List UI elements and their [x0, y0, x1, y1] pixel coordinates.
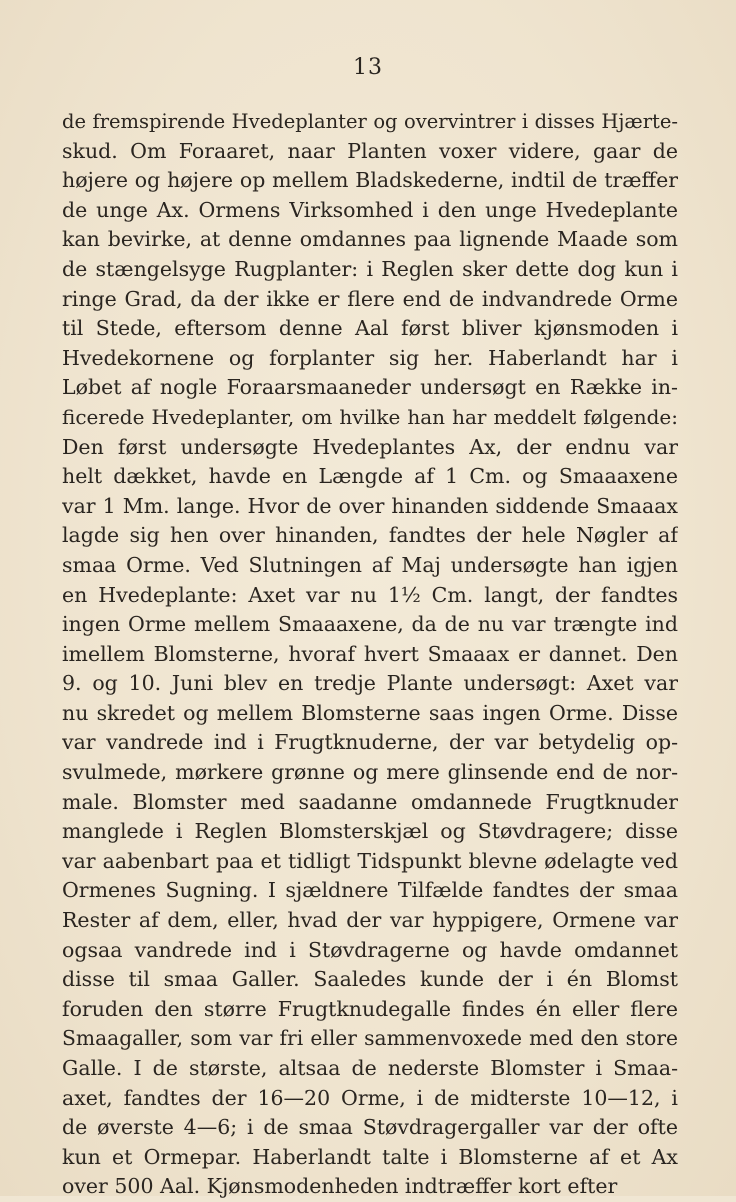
text-line: de øverste 4—6; i de smaa Støvdragergaller var der ofte — [62, 1115, 678, 1140]
text-line: foruden den større Frugtknudegalle findes én eller flere — [62, 996, 678, 1021]
text-line: smaa Orme. Ved Slutningen af Maj undersøgte han igjen — [62, 552, 678, 577]
text-line: Den først undersøgte Hvedeplantes Ax, der endnu var — [62, 434, 678, 459]
text-line: nu skredet og mellem Blomsterne saas ingen Orme. Disse — [62, 700, 678, 725]
text-line: disse til smaa Galler. Saaledes kunde der i én Blomst — [62, 967, 678, 992]
text-line: ficerede Hvedeplanter, om hvilke han har meddelt følgende: — [62, 404, 678, 429]
text-line: de unge Ax. Ormens Virksomhed i den unge Hvedeplante — [62, 197, 678, 222]
text-line: helt dækket, havde en Længde af 1 Cm. og Smaaaxene — [62, 464, 678, 489]
text-line: imellem Blomsterne, hvoraf hvert Smaaax er dannet. Den — [62, 641, 678, 666]
text-line: Galle. I de største, altsaa de nederste Blomster i Smaa- — [62, 1056, 678, 1080]
text-line: axet, fandtes der 16—20 Orme, i de midterste 10—12, i — [62, 1085, 678, 1110]
text-line: de fremspirende Hvedeplanter og overvintrer i disses Hjærte- — [62, 110, 678, 133]
text-line: lagde sig hen over hinanden, fandtes der hele Nøgler af — [62, 523, 678, 548]
page-number: 13 — [353, 55, 383, 80]
body-text — [62, 107, 678, 1202]
text-line: kun et Ormepar. Haberlandt talte i Blomsterne af et Ax — [62, 1144, 678, 1169]
text-line: Løbet af nogle Foraarsmaaneder undersøgt en Række in- — [62, 375, 678, 400]
text-line: over 500 Aal. Kjønsmodenheden indtræffer kort efter — [62, 1174, 618, 1199]
text-line: Ormenes Sugning. I sjældnere Tilfælde fandtes der smaa — [62, 878, 678, 903]
text-line: Hvedekornene og forplanter sig her. Haberlandt har i — [62, 345, 678, 370]
text-line: Rester af dem, eller, hvad der var hyppigere, Ormene var — [62, 908, 678, 933]
text-line: var vandrede ind i Frugtknuderne, der var betydelig op- — [62, 730, 678, 755]
text-line: skud. Om Foraaret, naar Planten voxer videre, gaar de — [62, 138, 678, 163]
text-line: ogsaa vandrede ind i Støvdragerne og havde omdannet — [62, 937, 678, 962]
text-line: svulmede, mørkere grønne og mere glinsende end de nor- — [62, 760, 678, 785]
text-line: Smaagaller, som var fri eller sammenvoxede med den store — [62, 1026, 678, 1051]
text-line: en Hvedeplante: Axet var nu 1½ Cm. langt, der fandtes — [62, 582, 678, 607]
text-line: kan bevirke, at denne omdannes paa lignende Maade som — [62, 227, 678, 252]
text-line: manglede i Reglen Blomsterskjæl og Støvdragere; disse — [62, 819, 678, 844]
text-line: højere og højere op mellem Bladskederne, indtil de træffer — [62, 168, 678, 193]
text-line: var aabenbart paa et tidligt Tidspunkt blevne ødelagte ved — [62, 848, 678, 873]
text-line: de stængelsyge Rugplanter: i Reglen sker dette dog kun i — [62, 256, 678, 281]
text-line: 9. og 10. Juni blev en tredje Plante undersøgt: Axet var — [62, 671, 678, 696]
text-line: ringe Grad, da der ikke er flere end de indvandrede Orme — [62, 286, 678, 311]
text-line: male. Blomster med saadanne omdannede Frugtknuder — [62, 789, 678, 814]
text-line: til Stede, eftersom denne Aal først bliver kjønsmoden i — [62, 316, 678, 341]
text-line: ingen Orme mellem Smaaaxene, da de nu var trængte ind — [62, 612, 678, 637]
text-line: var 1 Mm. lange. Hvor de over hinanden siddende Smaaax — [62, 493, 678, 518]
